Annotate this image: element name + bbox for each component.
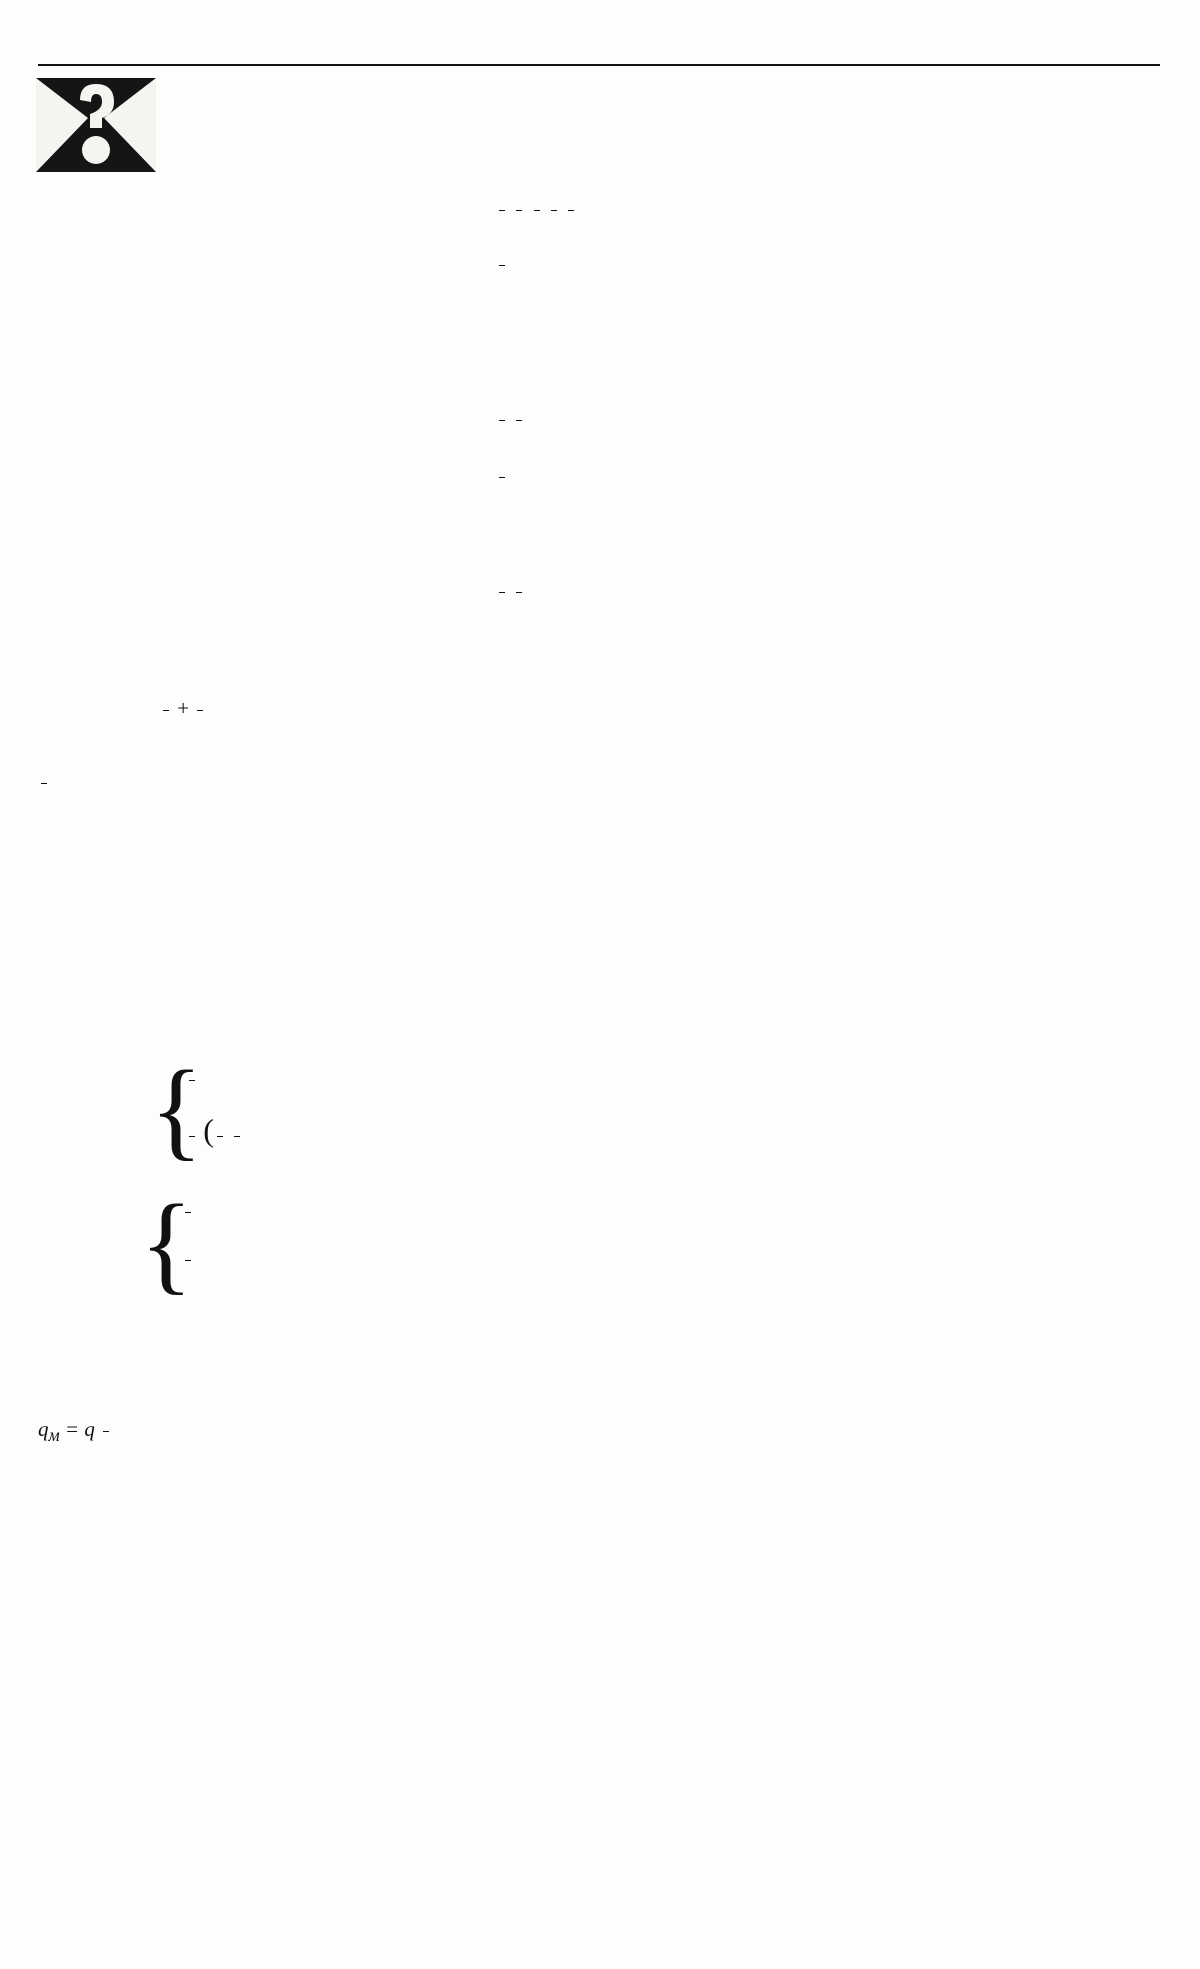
fraction [189,1080,195,1081]
fraction [568,210,574,211]
brace-1: { [150,1048,203,1170]
fraction [163,710,169,711]
fraction [41,783,47,784]
denominator [185,1260,191,1261]
fraction [516,592,522,593]
denominator [499,265,505,266]
system-1-phi: ( [186,1112,243,1149]
header-rule [38,64,1160,66]
system-1-e [186,1066,198,1091]
fraction [534,210,540,211]
figure-e-graph [498,750,920,1122]
fraction [189,1136,195,1137]
denominator [516,592,522,593]
denominator [234,1136,240,1137]
denominator [197,710,203,711]
fraction [217,1136,223,1137]
answer-2 [38,768,466,794]
denominator [189,1136,195,1137]
math-answer-3-cont [496,462,918,488]
denominator [568,210,574,211]
fraction [499,592,505,593]
fraction [551,210,557,211]
fraction [499,210,505,211]
fraction [103,1431,109,1432]
fraction [185,1260,191,1261]
fraction [499,477,505,478]
figure-phi-graph [498,1154,920,1456]
answer-5: $q_м = q$ [38,1416,112,1448]
denominator [534,210,540,211]
denominator [217,1136,223,1137]
fraction [234,1136,240,1137]
denominator [163,710,169,711]
denominator [41,783,47,784]
fraction [516,210,522,211]
equation-1: + [160,696,206,721]
fraction [499,420,505,421]
math-answer-3 [496,406,575,431]
math-answer-2 [496,196,577,221]
denominator [499,477,505,478]
denominator [516,210,522,211]
fraction [499,265,505,266]
denominator [189,1080,195,1081]
brace-2: { [140,1182,193,1304]
denominator [551,210,557,211]
denominator [499,592,505,593]
question-logo [36,78,156,172]
system-2-e [182,1198,194,1223]
fraction [516,420,522,421]
denominator [499,210,505,211]
denominator [185,1212,191,1213]
denominator [499,420,505,421]
math-answer-4 [496,578,525,603]
denominator [516,420,522,421]
fraction [197,710,203,711]
denominator [103,1431,109,1432]
fraction [185,1212,191,1213]
system-2-phi [182,1246,194,1271]
math-answer-2-note [496,250,918,276]
